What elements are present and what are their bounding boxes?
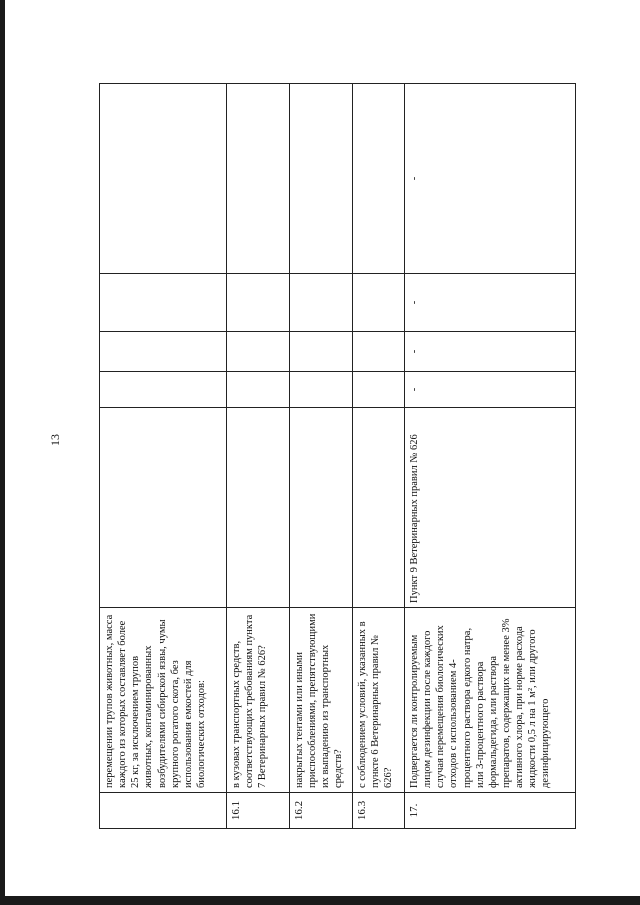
legal-reference: Пункт 9 Ветеринарных правил № 626 <box>405 408 576 608</box>
note-cell <box>100 84 227 274</box>
answer-na-cell: - <box>405 274 576 332</box>
table-row <box>100 84 227 829</box>
legal-reference <box>100 408 227 608</box>
table-row <box>227 84 290 829</box>
legal-reference <box>290 408 353 608</box>
question-text: в кузовах транспортных средств, соответствующих требованиям пункта 7 Ветеринарных правил № 626? <box>227 608 290 793</box>
row-number: 17. <box>405 793 576 829</box>
note-cell <box>353 84 405 274</box>
table-row <box>405 84 576 829</box>
answer-no-cell <box>227 332 290 372</box>
page-number: 13 <box>48 434 62 446</box>
question-text: накрытых тентами или иными приспособлениями, препятствующими их выпадению из транспортных средств? <box>290 608 353 793</box>
row-number: 16.1 <box>227 793 290 829</box>
note-cell: - <box>405 84 576 274</box>
answer-no-cell <box>100 332 227 372</box>
scan-edge-left <box>0 0 5 905</box>
answer-yes-cell <box>227 372 290 408</box>
question-text: с соблюдением условий, указанных в пункте 6 Ветеринарных правил № 626? <box>353 608 405 793</box>
table-row <box>290 84 353 829</box>
answer-na-cell <box>290 274 353 332</box>
legal-reference <box>353 408 405 608</box>
answer-yes-cell: - <box>405 372 576 408</box>
question-text: Подвергается ли контролируемым лицом дезинфекции после каждого случая перемещения биологических отходов с использованием 4-процентного раствора едкого натра, или 3-процентного раствора формальдегида, или раствора препаратов, содержащих не менее 3% активного хлора, при норме расхода жидкости 0,5 л на 1 м², или другого дезинфицирующего <box>405 608 576 793</box>
legal-reference <box>227 408 290 608</box>
answer-yes-cell <box>290 372 353 408</box>
row-number: 16.3 <box>353 793 405 829</box>
answer-na-cell <box>100 274 227 332</box>
row-number: 16.2 <box>290 793 353 829</box>
answer-no-cell <box>290 332 353 372</box>
table-row <box>353 84 405 829</box>
answer-na-cell <box>227 274 290 332</box>
note-cell <box>227 84 290 274</box>
answer-yes-cell <box>353 372 405 408</box>
row-number <box>100 793 227 829</box>
scan-edge-bottom <box>0 896 640 905</box>
answer-no-cell: - <box>405 332 576 372</box>
note-cell <box>290 84 353 274</box>
answer-no-cell <box>353 332 405 372</box>
question-text: перемещении трупов животных, масса каждого из которых составляет более 25 кг, за исключением трупов животных, контаминированных возбудителями сибирской язвы, чумы крупного рогатого скота, без использования емкостей для биологических отходов: <box>100 608 227 793</box>
checklist-table <box>99 84 575 829</box>
answer-yes-cell <box>100 372 227 408</box>
answer-na-cell <box>353 274 405 332</box>
